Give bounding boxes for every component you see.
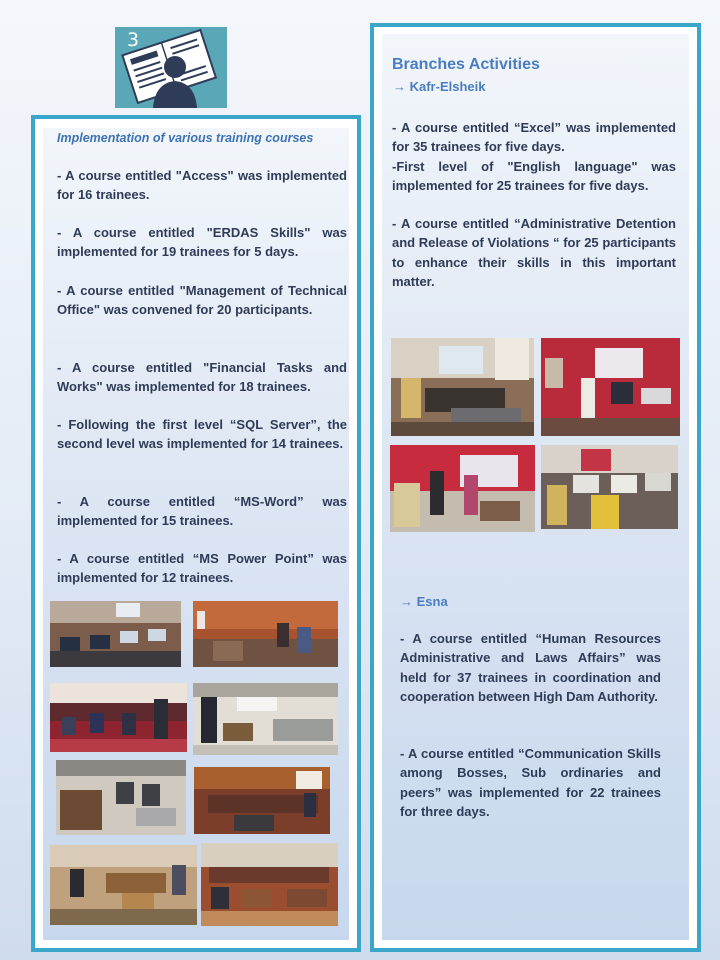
training-photo — [193, 683, 338, 755]
training-photo — [56, 760, 186, 835]
training-photo — [194, 767, 330, 834]
list-item: - A course entitled “Communication Skills among Bosses, Sub ordinaries and peers” was implemented for 22 trainees for three days. — [400, 746, 661, 819]
list-item: -First level of "English language" was implemented for 25 trainees for five days. — [392, 159, 676, 194]
list-item: - Following the first level “SQL Server”, the second level was implemented for 14 trainees. — [57, 417, 347, 452]
branches-title: Branches Activities — [392, 56, 540, 73]
list-item: - A course entitled “Administrative Detention and Release of Violations “ for 25 participants to enhance their skills in this important matter. — [392, 216, 676, 289]
list-item: - A course entitled “Human Resources Administrative and Laws Affairs” was held for 37 trainees in coordination and cooperation between High Dam Authority. — [400, 631, 661, 704]
training-photo — [50, 845, 197, 925]
badge-number: 3 — [127, 29, 140, 51]
kafr-heading: → Kafr-Elsheik — [393, 79, 486, 94]
list-item: - A course entitled "Management of Technical Office" was convened for 20 participants. — [57, 283, 347, 318]
left-heading: Implementation of various training courses — [57, 131, 314, 145]
list-item: - A course entitled "Access" was implemented for 16 trainees. — [57, 168, 347, 203]
newspaper-reader-icon — [115, 27, 227, 108]
list-item: - A course entitled "Financial Tasks and Works" was implemented for 18 trainees. — [57, 360, 347, 395]
training-photo — [193, 601, 338, 667]
training-photo — [390, 445, 535, 532]
training-photo — [541, 338, 680, 436]
training-photo — [541, 445, 678, 529]
esna-heading: → Esna — [400, 594, 448, 609]
list-item: - A course entitled “MS Power Point” was implemented for 12 trainees. — [57, 551, 347, 586]
list-item: - A course entitled “Excel” was implemented for 35 trainees for five days. — [392, 120, 676, 155]
training-photo — [201, 843, 338, 926]
list-item: - A course entitled "ERDAS Skills" was implemented for 19 trainees for 5 days. — [57, 225, 347, 260]
training-photo — [50, 683, 187, 752]
training-photo — [391, 338, 534, 436]
list-item: - A course entitled “MS-Word” was implemented for 15 trainees. — [57, 494, 347, 529]
training-photo — [50, 601, 181, 667]
